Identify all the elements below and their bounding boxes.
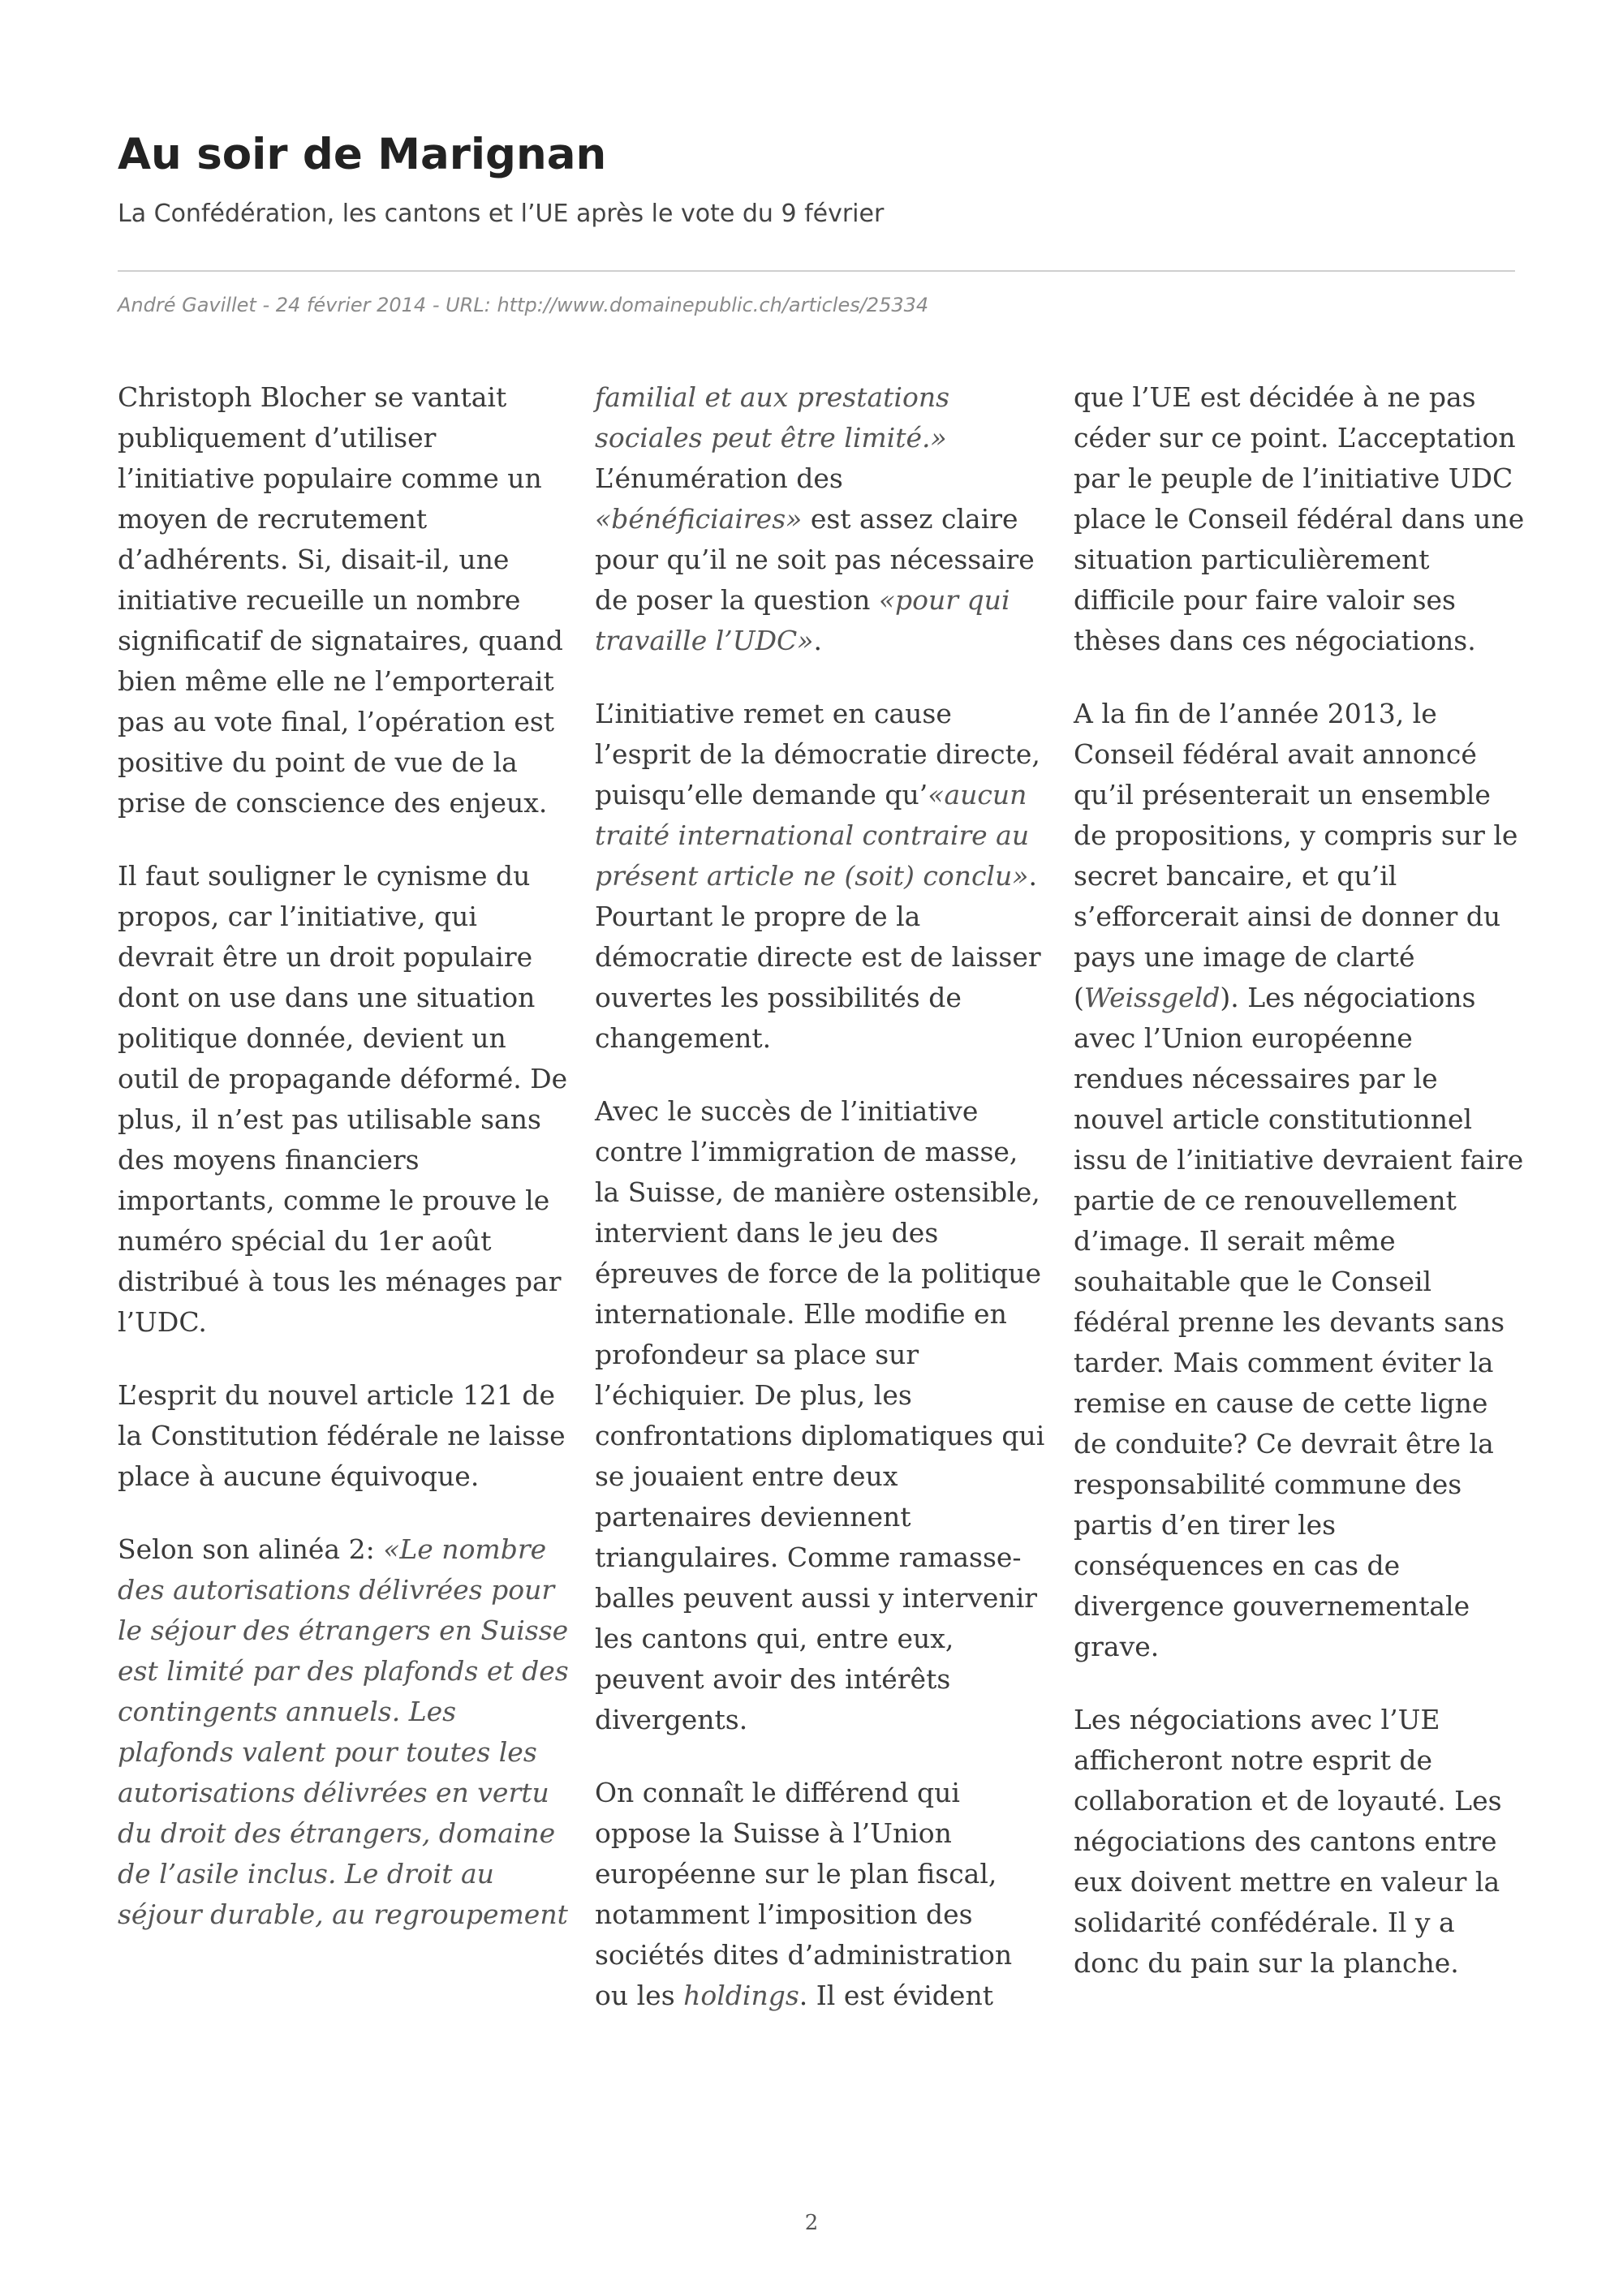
- column-2: [595, 377, 1049, 2049]
- paragraph: Il faut souligner le cynisme du propos, car l’initiative, qui devrait être un droit populaire dont on use dans une situation politique donnée, devient un outil de propagande déformé. De plus, il n’est pas utilisable sans des moyens financiers importants, comme le prouve le numéro spécial du 1er août distribué à tous les ménages par l’UDC.: [118, 860, 568, 1338]
- text-run: . Pourtant le propre de la démocratie directe est de laisser ouvertes les possibilités de changement.: [595, 860, 1041, 1054]
- text-run: On connaît le différend qui oppose la Suisse à l’Union européenne sur le plan fiscal, notamment l’imposition des sociétés dites d’administration ou les: [595, 1777, 1013, 2011]
- text-run: A la fin de l’année 2013, le Conseil fédéral avait annoncé qu’il présenterait un ensemble de propositions, y compris sur le secret bancaire, et qu’il s’efforcerait ainsi de donner du pays une image de clarté (: [1074, 698, 1518, 1013]
- quote-text: familial et aux prestations sociales peut être limité.»: [595, 381, 950, 454]
- text-run: L’énumération des: [595, 462, 843, 494]
- paragraph: [118, 1529, 572, 1935]
- paragraph: Christoph Blocher se vantait publiquement d’utiliser l’initiative populaire comme un moyen de recrutement d’adhérents. Si, disait-il, une initiative recueille un nombre significatif de signataires, quand bien même elle ne l’emporterait pas au vote final, l’opération est positive du point de vue de la prise de conscience des enjeux.: [118, 381, 563, 819]
- text-run: .: [813, 625, 822, 656]
- paragraph: [595, 1773, 1049, 2016]
- article-subtitle: La Confédération, les cantons et l’UE après le vote du 9 février: [118, 200, 885, 228]
- quote-text: «pour qui travaille l’UDC»: [595, 584, 1010, 656]
- paragraph: [595, 694, 1049, 1059]
- column-3: [1074, 377, 1528, 2016]
- paragraph: [595, 377, 1049, 661]
- paragraph: Les négociations avec l’UE afficheront notre esprit de collaboration et de loyauté. Les négociations des cantons entre eux doivent mettre en valeur la solidarité confédérale. Il y a donc du pain sur la planche.: [1074, 1704, 1502, 1979]
- column-1: [118, 377, 572, 1967]
- paragraph: [1074, 694, 1528, 1667]
- quote-text: «Le nombre des autorisations délivrées pour le séjour des étrangers en Suisse est limité par des plafonds et des contingents annuels. Les plafonds valent pour toutes les autorisations délivrées en vertu du droit des étrangers, domaine de l’asile inclus. Le droit au séjour durable, au regroupement: [118, 1533, 569, 1930]
- emphasis-text: Weissgeld: [1083, 982, 1220, 1013]
- article-title: Au soir de Marignan: [118, 130, 607, 179]
- header-divider: [118, 270, 1515, 272]
- paragraph: L’esprit du nouvel article 121 de la Constitution fédérale ne laisse place à aucune équivoque.: [118, 1379, 566, 1492]
- emphasis-text: holdings: [683, 1980, 799, 2011]
- text-run: Selon son alinéa 2:: [118, 1533, 384, 1565]
- text-run: ). Les négociations avec l’Union européenne rendues nécessaires par le nouvel article constitutionnel issu de l’initiative devraient faire partie de ce renouvellement d’image. Il serait même souhaitable que le Conseil fédéral prenne les devants sans tarder. Mais comment éviter la remise en cause de cette ligne de conduite? Ce devrait être la responsabilité commune des partis d’en tirer les conséquences en cas de divergence gouvernementale grave.: [1074, 982, 1524, 1662]
- quote-text: «aucun traité international contraire au présent article ne (soit) conclu»: [595, 779, 1030, 892]
- text-run: L’initiative remet en cause l’esprit de la démocratie directe, puisqu’elle demande qu’: [595, 698, 1040, 810]
- text-run: . Il est évident: [799, 1980, 993, 2011]
- quote-text: «bénéficiaires»: [595, 503, 803, 535]
- page-number: 2: [804, 2211, 819, 2235]
- paragraph: que l’UE est décidée à ne pas céder sur ce point. L’acceptation par le peuple de l’initiative UDC place le Conseil fédéral dans une situation particulièrement difficile pour faire valoir ses thèses dans ces négociations.: [1074, 381, 1525, 656]
- paragraph: Avec le succès de l’initiative contre l’immigration de masse, la Suisse, de manière ostensible, intervient dans le jeu des épreuves de force de la politique internationale. Elle modifie en profondeur sa place sur l’échiquier. De plus, les confrontations diplomatiques qui se jouaient entre deux partenaires deviennent triangulaires. Comme ramasse-balles peuvent aussi y intervenir les cantons qui, entre eux, peuvent avoir des intérêts divergents.: [595, 1095, 1045, 1735]
- article-meta: André Gavillet - 24 février 2014 - URL: http://www.domainepublic.ch/articles/25334: [118, 294, 929, 316]
- text-run: est assez claire pour qu’il ne soit pas nécessaire de poser la question: [595, 503, 1035, 616]
